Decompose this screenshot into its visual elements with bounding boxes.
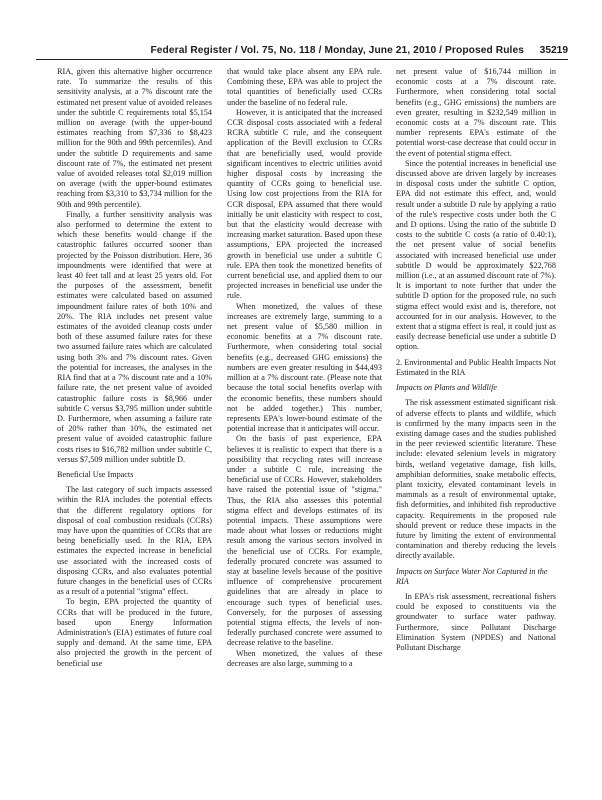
paragraph: On the basis of past experience, EPA believes it is realistic to expect that there is a possibility that recycling rates will increase under a subtitle C rule, increasing the beneficial use of CCRs. However, stakeholders have raised the potential issue of "stigma." Thus, the RIA also assesses this potential stigma effect and develops estimates of its potential impacts. These assumptions were made about what losses or reductions might result among the various sectors involved in the beneficial use of CCRs. For example, federally procured concrete was assumed to stay at baseline levels because of the positive influence of comprehensive procurement guidelines that are already in place to encourage such types of beneficial uses. Conversely, for the purposes of assessing potential stigma effects, the levels of non-federally purchased concrete were assumed to decrease relative to the baseline. <box>227 434 382 648</box>
column-1 <box>57 67 212 785</box>
paragraph: Since the potential increases in beneficial use discussed above are driven largely by increases in disposal costs under the subtitle C option, EPA did not estimate this effect, and, would result under a subtitle D rule by applying a ratio of the rule's respective costs under both the C and D options. Using the ratio of the subtitle D costs to the subtitle C costs (a ratio of 0.40:1), the net present value of social benefits associated with increased beneficial use under subtitle D would be approximately $22,768 million (i.e., at an assumed discount rate of 7%). It is important to note further that under the subtitle D option for the proposed rule, no such stigma effect would exist and is, therefore, not accounted for in our analysis. However, to the extent that a stigma effect is real, it could just as easily decrease beneficial use under a subtitle D option. <box>396 158 556 352</box>
paragraph: When monetized, the values of these increases are extremely large, summing to a net present value of $5,580 million in economic benefits at a 7% discount rate. Furthermore, when considering total social benefits (e.g., decreased GHG emissions) the numbers are even greater resulting in $44,493 million at a 7% discount rate. (Please note that because the total social benefits overlap with the economic benefits, these numbers should not be added together.) This number, represents EPA's lower-bound estimate of the potential increase that it anticipates will occur. <box>227 301 382 434</box>
section-heading: Beneficial Use Impacts <box>57 469 134 479</box>
section-heading: 2. Environmental and Public Health Impacts Not Estimated in the RIA <box>396 357 556 377</box>
paragraph: that would take place absent any EPA rule. Combining these, EPA was able to project the total quantities of beneficially used CCRs under the baseline of no federal rule. <box>227 67 382 107</box>
paragraph: The risk assessment estimated significant risk of adverse effects to plants and wildlife, which is confirmed by the many impacts seen in the existing damage cases and the studies published in the peer reviewed scientific literature. These include: elevated selenium levels in migratory birds, wetland vegetative damage, fish kills, amphibian deformities, snake metabolic effects, plant toxicity, elevated contaminant levels in mammals as a result of environmental uptake, fish deformities, and inhibited fish reproductive capacity. Requirements in the proposed rule should prevent or reduce these impacts in the future by limiting the extent of environmental contamination and thereby reducing the levels directly available. <box>396 398 556 561</box>
paragraph: However, it is anticipated that the increased CCR disposal costs associated with a federal RCRA subtitle C rule, and the consequent application of the Bevill exclusion to CCRs that are beneficially used, would provide significant incentives to electric utilities avoid higher disposal costs by increasing the quantity of CCRs going to beneficial use. Using low cost projections from the RIA for CCR disposal, EPA assumed that there would initially be unit elasticity with respect to cost, but that the elasticity would decrease with increasing market saturation. Based upon these assumptions, EPA projected the increased growth in beneficial use under a subtitle C rule. EPA then took the monetized benefits of current beneficial use, and applied them to our projected increases in beneficial use under the rule. <box>227 107 382 301</box>
page-header <box>36 44 568 60</box>
paragraph: RIA, given this alternative higher occurrence rate. To summarize the results of this sensitivity analysis, at a 7% discount rate the estimated net present value of avoided releases under the subtitle C requirements total $5,154 million on average (with the upper-bound estimates reaching from $7,336 to $8,423 million for the 90th and 99th percentiles). And under the subtitle D requirements and same discount rate of 7%, the estimated net present value of avoided releases total $2,019 million on average (with the upper-bound estimates reaching from $3,310 to $3,734 million for the 90th and 99th percentile). <box>57 67 212 209</box>
header-title: Federal Register / Vol. 75, No. 118 / Monday, June 21, 2010 / Proposed Rules <box>150 45 524 56</box>
subsection-heading: Impacts on Surface Water Not Captured in the RIA <box>396 566 548 586</box>
page-number: 35219 <box>539 45 568 56</box>
column-2 <box>227 67 382 785</box>
paragraph: Finally, a further sensitivity analysis was also performed to determine the extent to which these benefits would change if the catastrophic failures occurred sooner than projected by the Poisson distribution. Here, 36 impoundments were identified that were at least 40 feet tall and at least 25 years old. For the purposes of the assessment, benefit estimates were calculated based on assumed impoundment failure rates of both 10% and 20%. The RIA includes net present value estimates of the avoided cleanup costs under both of these assumed failure rates for these two assumed failure rates which are calculated using both 3% and 7% discount rates. Given the potential for increases, the analyses in the RIA find that at a 7% discount rate and a 10% failure rate, the net present value of avoided catastrophic failure costs is $8,966 under subtitle C versus $3,795 million under subtitle D. Furthermore, when assuming a failure rate of 20% rather than 10%, the estimated net present value of avoided catastrophic failure costs rises to $16,782 million under subtitle C, versus $7,509 million under subtitle D. <box>57 209 212 464</box>
paragraph: To begin, EPA projected the quantity of CCRs that will be produced in the future, based upon Energy Information Administration's (EIA) estimates of future coal supply and demand. At the same time, EPA also projected the growth in the percent of beneficial use <box>57 597 212 668</box>
paragraph: net present value of $16,744 million in economic costs at a 7% discount rate. Furthermore, when considering total social benefits (e.g., GHG emissions) the numbers are even greater, resulting in $232,549 million in economic costs at a 7% discount rate. This number represents EPA's estimate of the potential worst-case decrease that could occur in the event of potential stigma effect. <box>396 67 556 158</box>
paragraph: When monetized, the values of these decreases are also large, summing to a <box>227 648 382 668</box>
paragraph: In EPA's risk assessment, recreational fishers could be exposed to constituents via the groundwater to surface water pathway. Furthermore, since Pollutant Discharge Elimination System (NPDES) and National Pollutant Discharge <box>396 591 556 652</box>
subsection-heading: Impacts on Plants and Wildlife <box>396 383 497 393</box>
paragraph: The last category of such impacts assessed within the RIA includes the potential effects that the different regulatory options for disposal of coal combustion residuals (CCRs) may have upon the quantities of CCRs that are being beneficially used. In the RIA, EPA estimates the expected increase in beneficial use associated with the increased costs of disposing CCRs, and also evaluates potential future changes in the beneficial uses of CCRs as a result of a potential "stigma" effect. <box>57 485 212 597</box>
column-3 <box>396 67 556 785</box>
